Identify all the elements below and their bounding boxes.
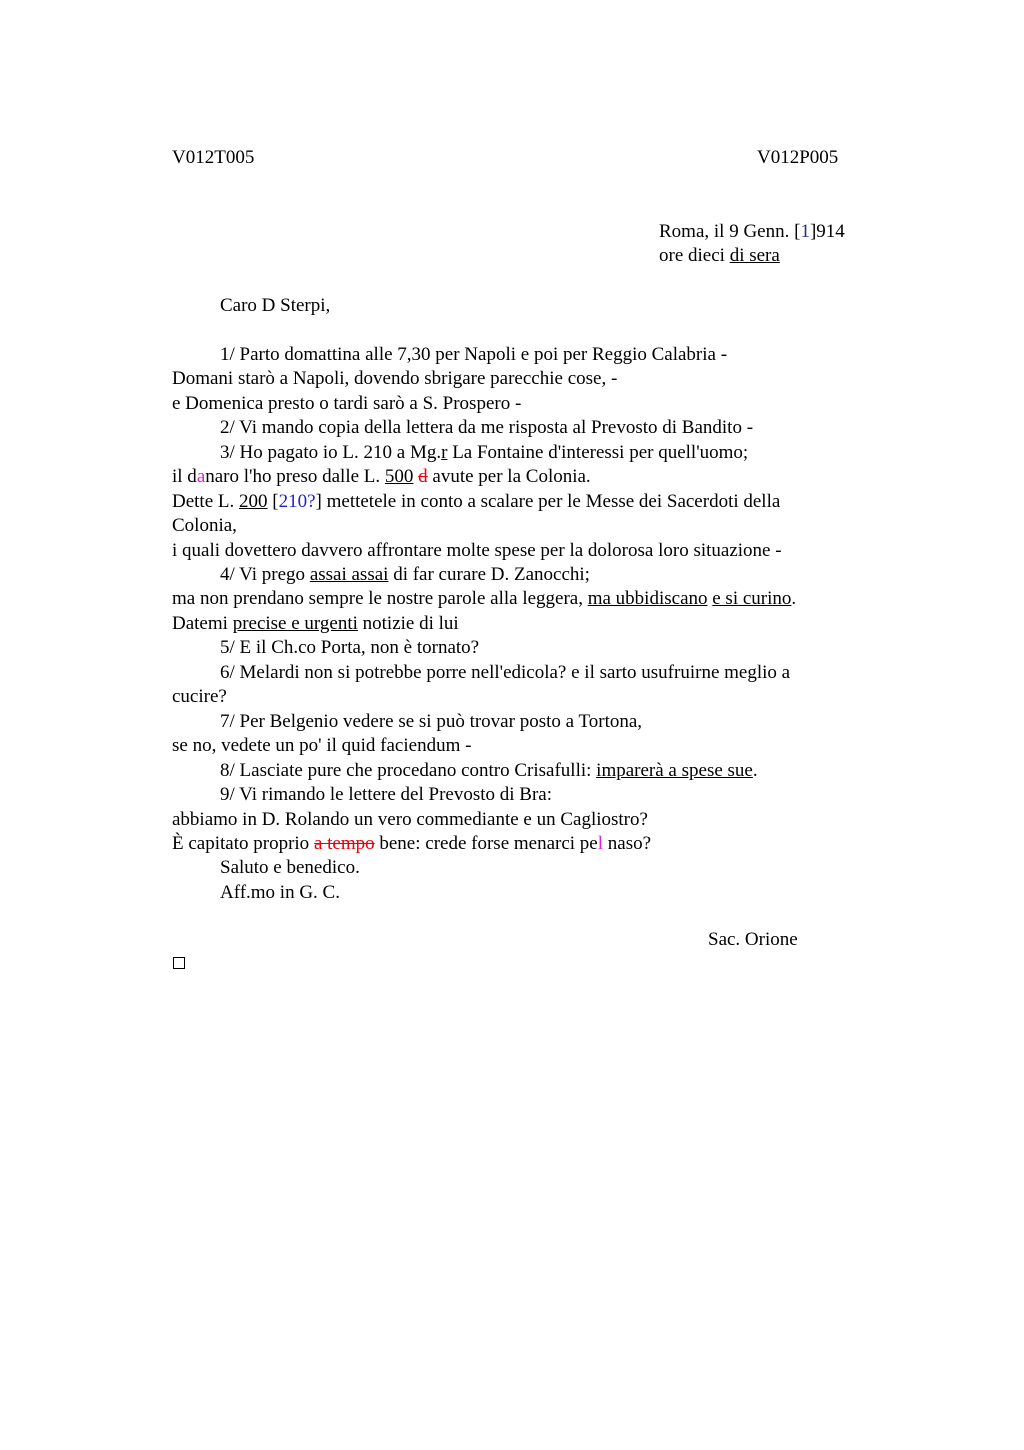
paragraph-4-line-3 bbox=[172, 612, 459, 636]
paragraph-1-line-3: e Domenica presto o tardi sarò a S. Prospero - bbox=[172, 393, 522, 414]
underlined-text: assai assai bbox=[309, 564, 389, 585]
paragraph-3-line-4: Colonia, bbox=[172, 515, 237, 536]
text-run: . bbox=[752, 760, 758, 781]
square-box-icon bbox=[173, 957, 185, 969]
text-run: È capitato proprio bbox=[172, 833, 314, 854]
paragraph-7-line-1: 7/ Per Belgenio vedere se si può trovar posto a Tortona, bbox=[220, 711, 643, 732]
text-run: 4/ Vi prego bbox=[220, 564, 310, 585]
text-run: Dette L. bbox=[172, 491, 240, 512]
paragraph-4-line-1 bbox=[220, 563, 590, 587]
paragraph-5-line-1: 5/ E il Ch.co Porta, non è tornato? bbox=[220, 637, 480, 658]
paragraph-1-line-1: 1/ Parto domattina alle 7,30 per Napoli e poi per Reggio Calabria - bbox=[220, 344, 728, 365]
text-run: naso? bbox=[603, 833, 652, 854]
text-run: ] mettetele in conto a scalare per le Messe dei Sacerdoti della bbox=[315, 491, 781, 512]
text-run: ma non prendano sempre le nostre parole alla leggera, bbox=[172, 588, 588, 609]
paragraph-2-line-1: 2/ Vi mando copia della lettera da me risposta al Prevosto di Bandito - bbox=[220, 417, 754, 438]
deleted-text: d bbox=[418, 466, 428, 487]
paragraph-9-line-3 bbox=[172, 832, 651, 856]
underlined-text: r bbox=[441, 442, 448, 463]
text-run: 3/ Ho pagato io L. 210 a Mg. bbox=[220, 442, 442, 463]
year-text: ]914 bbox=[809, 221, 845, 242]
text-run: naro l'ho preso dalle L. bbox=[205, 466, 385, 487]
text-run: 8/ Lasciate pure che procedano contro Crisafulli: bbox=[220, 760, 597, 781]
inserted-letter: l bbox=[597, 833, 604, 854]
right-document-code: V012P005 bbox=[757, 147, 839, 168]
underlined-text: precise e urgenti bbox=[232, 613, 358, 634]
text-run: [ bbox=[267, 491, 279, 512]
editorial-insert: 210? bbox=[278, 491, 316, 512]
left-document-code: V012T005 bbox=[172, 147, 255, 168]
underlined-text: imparerà a spese sue bbox=[596, 760, 753, 781]
text-run: Datemi bbox=[172, 613, 233, 634]
inserted-letter: a bbox=[196, 466, 206, 487]
closing-formula: Aff.mo in G. C. bbox=[220, 882, 340, 903]
paragraph-9-line-2: abbiamo in D. Rolando un vero commediante e un Cagliostro? bbox=[172, 809, 648, 830]
text-run: avute per la Colonia. bbox=[427, 466, 591, 487]
paragraph-9-line-1: 9/ Vi rimando le lettere del Prevosto di Bra: bbox=[220, 784, 552, 805]
underlined-text: 200 bbox=[239, 491, 268, 512]
text-run: di far curare D. Zanocchi; bbox=[388, 564, 590, 585]
time-text: ore dieci bbox=[659, 245, 730, 266]
paragraph-3-line-5: i quali dovettero davvero affrontare molte spese per la dolorosa loro situazione - bbox=[172, 540, 782, 561]
paragraph-1-line-2: Domani starò a Napoli, dovendo sbrigare parecchie cose, - bbox=[172, 368, 618, 389]
signature: Sac. Orione bbox=[708, 929, 798, 950]
paragraph-3-line-1 bbox=[220, 441, 748, 465]
text-run: . bbox=[791, 588, 797, 609]
underlined-text: di sera bbox=[729, 245, 780, 266]
underlined-text: 500 bbox=[384, 466, 414, 487]
place-date-line bbox=[659, 221, 845, 243]
place-date-text: Roma, il 9 Genn. [ bbox=[659, 221, 801, 242]
editorial-insert: 1 bbox=[800, 221, 810, 242]
paragraph-7-line-2: se no, vedete un po' il quid faciendum - bbox=[172, 735, 472, 756]
text-run: bene: crede forse menarci pe bbox=[374, 833, 598, 854]
paragraph-6-line-1: 6/ Melardi non si potrebbe porre nell'edicola? e il sarto usufruirne meglio a bbox=[220, 662, 791, 683]
text-run: La Fontaine d'interessi per quell'uomo; bbox=[447, 442, 749, 463]
underlined-text: ma ubbidiscano bbox=[587, 588, 708, 609]
paragraph-6-line-2: cucire? bbox=[172, 686, 227, 707]
paragraph-3-line-3 bbox=[172, 490, 780, 514]
text-run: notizie di lui bbox=[357, 613, 459, 634]
salutation: Caro D Sterpi, bbox=[220, 295, 331, 316]
text-run: il d bbox=[172, 466, 197, 487]
deleted-text: a tempo bbox=[313, 833, 375, 854]
time-line bbox=[659, 245, 780, 267]
paragraph-4-line-2 bbox=[172, 587, 796, 611]
paragraph-3-line-2 bbox=[172, 465, 591, 489]
paragraph-8-line-1 bbox=[220, 759, 758, 783]
underlined-text: e si curino bbox=[712, 588, 792, 609]
closing-greeting: Saluto e benedico. bbox=[220, 857, 360, 878]
